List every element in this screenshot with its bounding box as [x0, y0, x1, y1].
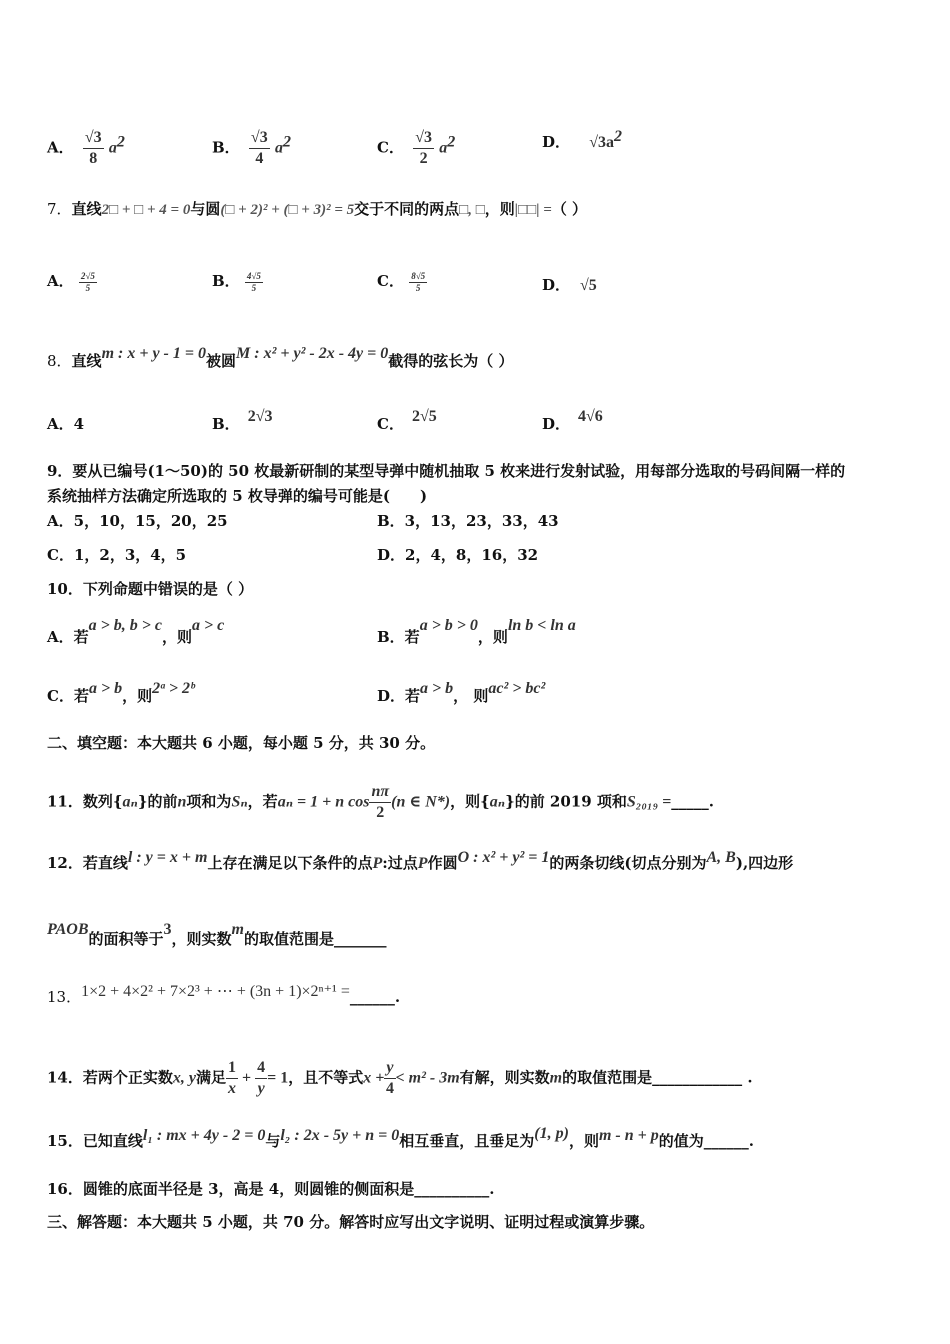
q10-option-b: B．若a > b > 0，则ln b < ln a	[377, 617, 576, 646]
question-12-line1: 12．若直线l : y = x + m上存在满足以下条件的点P:过点P作圆O : x² + y² = 1的两条切线(切点分别为A, B),四边形	[47, 849, 794, 872]
q9-option-c: C．1，2，3，4，5	[47, 546, 187, 564]
question-7: 7．直线2□ + □ + 4 = 0与圆(□ + 2)² + (□ + 3)² = 5交于不同的两点□, □，则|□□| =（ ）	[47, 200, 588, 218]
question-9-line2: 系统抽样方法确定所选取的 5 枚导弹的编号可能是( )	[47, 487, 428, 505]
question-16: 16．圆锥的底面半径是 3，高是 4，则圆锥的侧面积是__________.	[47, 1180, 495, 1198]
question-15: 15．已知直线l₁ : mx + 4y - 2 = 0与l₂ : 2x - 5y + n = 0相互垂直，且垂足为(1, p)，则m - n + p的值为______.	[47, 1125, 754, 1150]
q6-option-c: C． $\frac{√3}{2}$ $a^2$	[377, 129, 456, 167]
question-9-line1: 9．要从已编号(1～50)的 50 枚最新研制的某型导弹中随机抽取 5 枚来进行发射试验，用每部分选取的号码间隔一样的	[47, 462, 846, 480]
q10-option-c: C．若a > b，则2ᵃ > 2ᵇ	[47, 680, 195, 705]
q7-option-c: C． $\frac{8√5}{5}$	[377, 270, 426, 293]
q9-option-b: B．3，13，23，33，43	[377, 512, 559, 530]
question-12-line2: PAOB的面积等于3，则实数m的取值范围是_______	[47, 921, 387, 948]
question-13: 13．1×2 + 4×2² + 7×2³ + ⋯ + (3n + 1)×2ⁿ⁺¹ =______.	[47, 983, 401, 1006]
q10-option-a: A．若a > b, b > c，则a > c	[47, 617, 225, 646]
q6-option-a: A． $\frac{√3}{8}$ $a^2$	[47, 129, 125, 167]
q8-option-d: D． 4√6	[542, 408, 603, 433]
q8-option-a: A．4	[47, 415, 85, 433]
q8-option-c: C． 2√5	[377, 408, 437, 433]
question-14: 14．若两个正实数x, y满足 $\frac{1}{x}$ + $\frac{4}{y}$ = 1，且不等式x + $\frac{y}{4}$ < m² - 3m有解，则实数m的取值范围是____________ .	[47, 1059, 753, 1097]
q10-option-d: D．若a > b， 则ac² > bc²	[377, 680, 546, 705]
q8-option-b: B． 2√3	[212, 408, 273, 433]
question-10: 10．下列命题中错误的是（ ）	[47, 580, 254, 598]
q6-option-d: D． $√3a^2$	[542, 128, 623, 151]
q6-option-b: B． $\frac{√3}{4}$ $a^2$	[212, 129, 291, 167]
section-2-heading: 二、填空题：本大题共 6 小题，每小题 5 分，共 30 分。	[47, 734, 436, 752]
section-3-heading: 三、解答题：本大题共 5 小题，共 70 分。解答时应写出文字说明、证明过程或演算步骤。	[47, 1213, 655, 1231]
q7-option-a: A． $\frac{2√5}{5}$	[47, 270, 95, 293]
q9-option-a: A．5，10，15，20，25	[47, 512, 228, 530]
question-11: 11．数列{aₙ}的前n项和为Sₙ，若aₙ = 1 + n cos $\frac{n\pi}{2}$ (n ∈ N*)，则{aₙ}的前 2019 项和S₂₀₁₉ =_____.	[47, 783, 714, 821]
q7-option-b: B． $\frac{4√5}{5}$	[212, 270, 261, 293]
q9-option-d: D．2，4，8，16，32	[377, 546, 539, 564]
q7-option-d: D． √5	[542, 276, 597, 294]
question-8: 8．直线m : x + y - 1 = 0被圆M : x² + y² - 2x - 4y = 0截得的弦长为（ ）	[47, 345, 514, 370]
